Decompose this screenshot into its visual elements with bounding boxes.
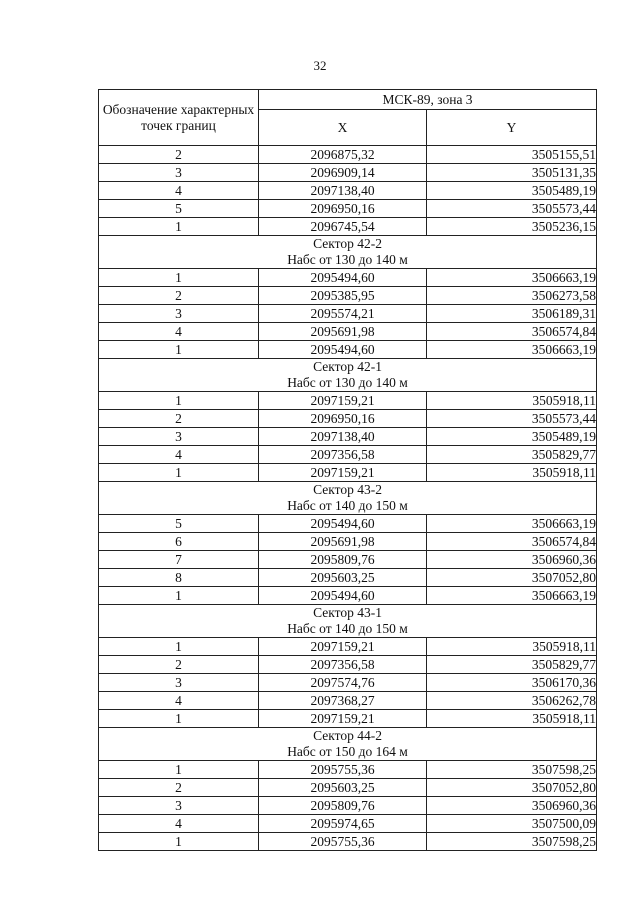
point-id-cell: 2 [99,779,259,797]
sector-name: Сектор 43-2 [313,482,382,497]
x-coordinate-cell: 2095603,25 [259,569,427,587]
sector-row [99,359,597,392]
sector-row [99,605,597,638]
point-id-cell: 1 [99,587,259,605]
sector-height-range: Набс от 130 до 140 м [287,375,408,390]
y-coordinate-cell: 3505236,15 [427,218,597,236]
table-row [99,464,597,482]
x-coordinate-cell: 2097368,27 [259,692,427,710]
table-row [99,428,597,446]
x-coordinate-cell: 2096745,54 [259,218,427,236]
point-id-cell: 1 [99,269,259,287]
y-coordinate-cell: 3505918,11 [427,710,597,728]
point-id-cell: 7 [99,551,259,569]
table-row [99,410,597,428]
table-row [99,182,597,200]
x-coordinate-cell: 2097159,21 [259,710,427,728]
point-id-cell: 8 [99,569,259,587]
x-coordinate-cell: 2095691,98 [259,533,427,551]
y-coordinate-cell: 3505489,19 [427,182,597,200]
y-coordinate-cell: 3505573,44 [427,410,597,428]
sector-row [99,482,597,515]
table-row [99,515,597,533]
x-coordinate-cell: 2095494,60 [259,341,427,359]
point-id-cell: 1 [99,218,259,236]
sector-heading [99,728,597,761]
point-id-cell: 1 [99,638,259,656]
y-coordinate-cell: 3507598,25 [427,833,597,851]
table-body [99,146,597,851]
x-coordinate-cell: 2095809,76 [259,797,427,815]
header-x: X [259,110,427,146]
y-coordinate-cell: 3506663,19 [427,587,597,605]
point-id-cell: 2 [99,287,259,305]
table-header [99,90,597,146]
x-coordinate-cell: 2095755,36 [259,833,427,851]
table-row [99,287,597,305]
sector-row [99,728,597,761]
point-id-cell: 4 [99,323,259,341]
point-id-cell: 1 [99,341,259,359]
y-coordinate-cell: 3506262,78 [427,692,597,710]
y-coordinate-cell: 3506273,58 [427,287,597,305]
y-coordinate-cell: 3505573,44 [427,200,597,218]
point-id-cell: 3 [99,164,259,182]
coordinates-table [98,89,597,851]
sector-heading [99,359,597,392]
table-row [99,779,597,797]
y-coordinate-cell: 3505489,19 [427,428,597,446]
point-id-cell: 1 [99,710,259,728]
point-id-cell: 3 [99,428,259,446]
y-coordinate-cell: 3506960,36 [427,797,597,815]
table-row [99,200,597,218]
sector-row [99,236,597,269]
x-coordinate-cell: 2097138,40 [259,182,427,200]
x-coordinate-cell: 2095494,60 [259,515,427,533]
x-coordinate-cell: 2095494,60 [259,587,427,605]
sector-heading [99,482,597,515]
x-coordinate-cell: 2097574,76 [259,674,427,692]
y-coordinate-cell: 3505918,11 [427,464,597,482]
point-id-cell: 5 [99,515,259,533]
point-id-cell: 3 [99,674,259,692]
y-coordinate-cell: 3505155,51 [427,146,597,164]
x-coordinate-cell: 2095574,21 [259,305,427,323]
point-id-cell: 4 [99,446,259,464]
table-row [99,815,597,833]
point-id-cell: 3 [99,797,259,815]
x-coordinate-cell: 2097356,58 [259,446,427,464]
table-row [99,533,597,551]
point-id-cell: 2 [99,410,259,428]
x-coordinate-cell: 2095755,36 [259,761,427,779]
sector-name: Сектор 43-1 [313,605,382,620]
y-coordinate-cell: 3506170,36 [427,674,597,692]
x-coordinate-cell: 2097159,21 [259,392,427,410]
table-row [99,164,597,182]
table-row [99,551,597,569]
table-row [99,569,597,587]
y-coordinate-cell: 3505918,11 [427,392,597,410]
table-row [99,146,597,164]
x-coordinate-cell: 2097159,21 [259,464,427,482]
x-coordinate-cell: 2095603,25 [259,779,427,797]
y-coordinate-cell: 3506574,84 [427,533,597,551]
table-row [99,638,597,656]
y-coordinate-cell: 3507052,80 [427,779,597,797]
table-row [99,587,597,605]
header-point-designation: Обозначение характерных точек границ [99,90,259,146]
point-id-cell: 2 [99,146,259,164]
table-row [99,833,597,851]
sector-height-range: Набс от 130 до 140 м [287,252,408,267]
point-id-cell: 3 [99,305,259,323]
table-row [99,797,597,815]
sector-heading [99,236,597,269]
table-row [99,446,597,464]
y-coordinate-cell: 3505829,77 [427,446,597,464]
x-coordinate-cell: 2095494,60 [259,269,427,287]
point-id-cell: 1 [99,833,259,851]
sector-heading [99,605,597,638]
x-coordinate-cell: 2097138,40 [259,428,427,446]
sector-height-range: Набс от 140 до 150 м [287,621,408,636]
x-coordinate-cell: 2096950,16 [259,200,427,218]
x-coordinate-cell: 2097356,58 [259,656,427,674]
point-id-cell: 2 [99,656,259,674]
point-id-cell: 4 [99,815,259,833]
point-id-cell: 1 [99,392,259,410]
x-coordinate-cell: 2095809,76 [259,551,427,569]
y-coordinate-cell: 3505131,35 [427,164,597,182]
table-row [99,674,597,692]
sector-name: Сектор 42-2 [313,236,382,251]
table-row [99,761,597,779]
x-coordinate-cell: 2095691,98 [259,323,427,341]
table-row [99,692,597,710]
y-coordinate-cell: 3505829,77 [427,656,597,674]
point-id-cell: 6 [99,533,259,551]
sector-name: Сектор 42-1 [313,359,382,374]
point-id-cell: 4 [99,692,259,710]
table-row [99,218,597,236]
table-row [99,656,597,674]
x-coordinate-cell: 2097159,21 [259,638,427,656]
y-coordinate-cell: 3507500,09 [427,815,597,833]
point-id-cell: 5 [99,200,259,218]
table-row [99,305,597,323]
table-row [99,341,597,359]
y-coordinate-cell: 3506189,31 [427,305,597,323]
y-coordinate-cell: 3507598,25 [427,761,597,779]
sector-name: Сектор 44-2 [313,728,382,743]
x-coordinate-cell: 2096875,32 [259,146,427,164]
point-id-cell: 1 [99,761,259,779]
y-coordinate-cell: 3506960,36 [427,551,597,569]
point-id-cell: 4 [99,182,259,200]
y-coordinate-cell: 3506663,19 [427,341,597,359]
page-number: 32 [313,58,327,73]
header-y: Y [427,110,597,146]
table-row [99,710,597,728]
point-id-cell: 1 [99,464,259,482]
header-coordinate-system: МСК-89, зона 3 [259,90,597,110]
x-coordinate-cell: 2095385,95 [259,287,427,305]
y-coordinate-cell: 3506663,19 [427,269,597,287]
table-row [99,323,597,341]
table-row [99,269,597,287]
x-coordinate-cell: 2096909,14 [259,164,427,182]
y-coordinate-cell: 3506663,19 [427,515,597,533]
y-coordinate-cell: 3505918,11 [427,638,597,656]
sector-height-range: Набс от 140 до 150 м [287,498,408,513]
sector-height-range: Набс от 150 до 164 м [287,744,408,759]
x-coordinate-cell: 2096950,16 [259,410,427,428]
table-row [99,392,597,410]
x-coordinate-cell: 2095974,65 [259,815,427,833]
y-coordinate-cell: 3506574,84 [427,323,597,341]
y-coordinate-cell: 3507052,80 [427,569,597,587]
